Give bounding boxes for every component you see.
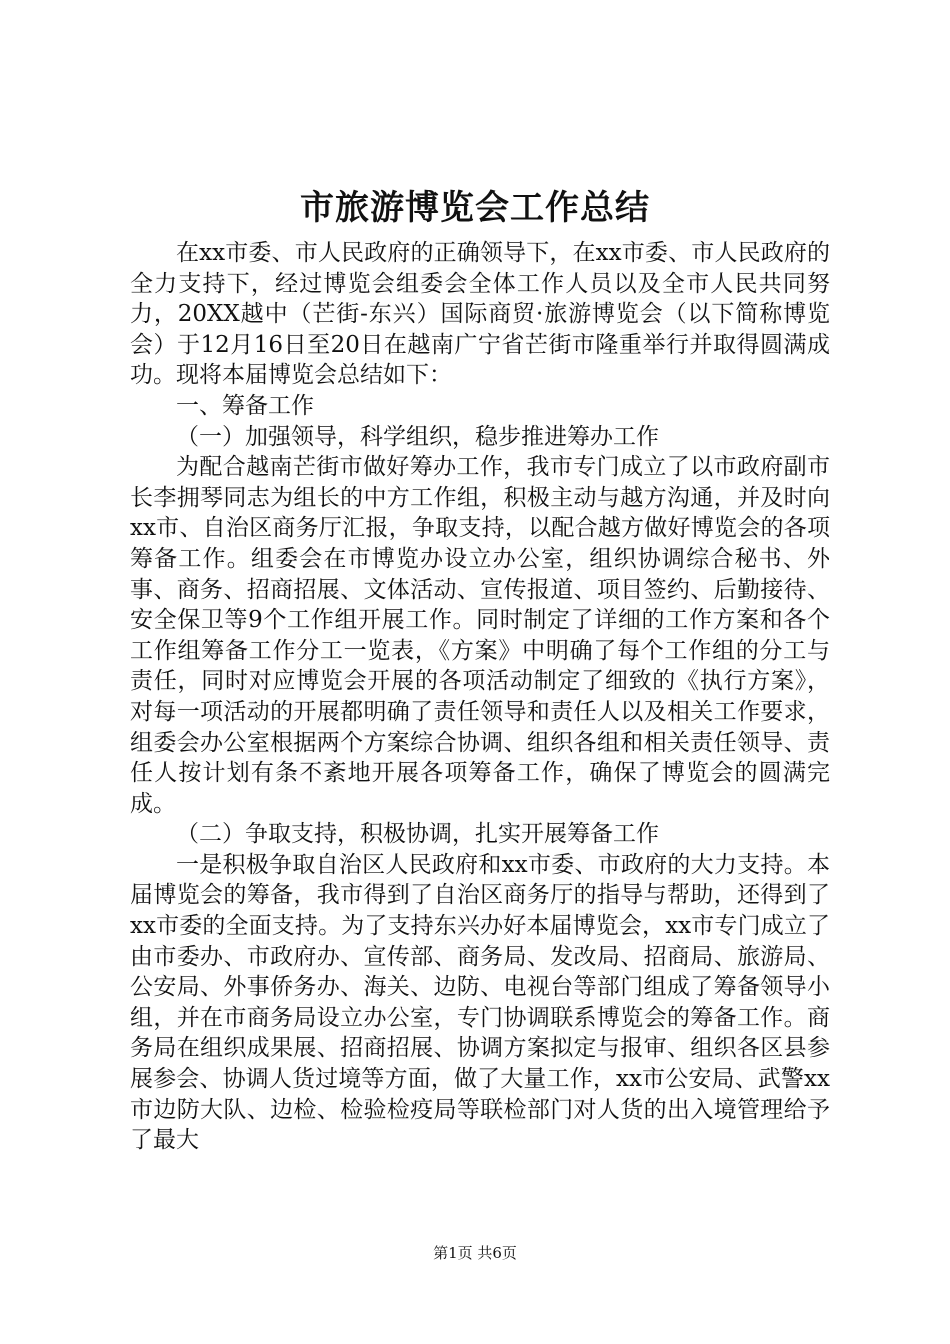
document-body <box>130 238 830 1156</box>
subsection-heading-support: （二）争取支持，积极协调，扎实开展筹备工作 <box>176 821 659 848</box>
page-number-footer: 第1页 共6页 <box>433 1244 517 1262</box>
paragraph-leadership: 为配合越南芒街市做好筹办工作，我市专门成立了以市政府副市长李拥琴同志为组长的中方工作组，积极主动与越方沟通，并及时向xx市、自治区商务厅汇报，争取支持，以配合越方做好博览会的各项筹备工作。组委会在市博览办设立办公室，组织协调综合秘书、外事、商务、招商招展、文体活动、宣传报道、项目签约、后勤接待、安全保卫等9个工作组开展工作。同时制定了详细的工作方案和各个工作组筹备工作分工一览表，《方案》中明确了每个工作组的分工与责任，同时对应博览会开展的各项活动制定了细致的《执行方案》，对每一项活动的开展都明确了责任领导和责任人以及相关工作要求，组委会办公室根据两个方案综合协调、组织各组和相关责任领导、责任人按计划有条不紊地开展各项筹备工作，确保了博览会的圆满完成。 <box>130 454 830 817</box>
document-title: 市旅游博览会工作总结 <box>300 188 650 228</box>
paragraph-intro: 在xx市委、市人民政府的正确领导下，在xx市委、市人民政府的全力支持下，经过博览会组委会全体工作人员以及全市人民共同努力，20XX越中（芒街-东兴）国际商贸·旅游博览会（以下简称博览会）于12月16日至20日在越南广宁省芒街市隆重举行并取得圆满成功。现将本届博览会总结如下： <box>130 240 830 389</box>
paragraph-support: 一是积极争取自治区人民政府和xx市委、市政府的大力支持。本届博览会的筹备，我市得到了自治区商务厅的指导与帮助，还得到了xx市委的全面支持。为了支持东兴办好本届博览会，xx市专门成立了由市委办、市政府办、宣传部、商务局、发改局、招商局、旅游局、公安局、外事侨务办、海关、边防、电视台等部门组成了筹备领导小组，并在市商务局设立办公室，专门协调联系博览会的筹备工作。商务局在组织成果展、招商招展、协调方案拟定与报审、组织各区县参展参会、协调人货过境等方面，做了大量工作，xx市公安局、武警xx市边防大队、边检、检验检疫局等联检部门对人货的出入境管理给予了最大 <box>130 851 830 1154</box>
subsection-heading-leadership: （一）加强领导，科学组织，稳步推进筹办工作 <box>176 423 659 450</box>
section-heading-preparation: 一、筹备工作 <box>176 392 314 419</box>
